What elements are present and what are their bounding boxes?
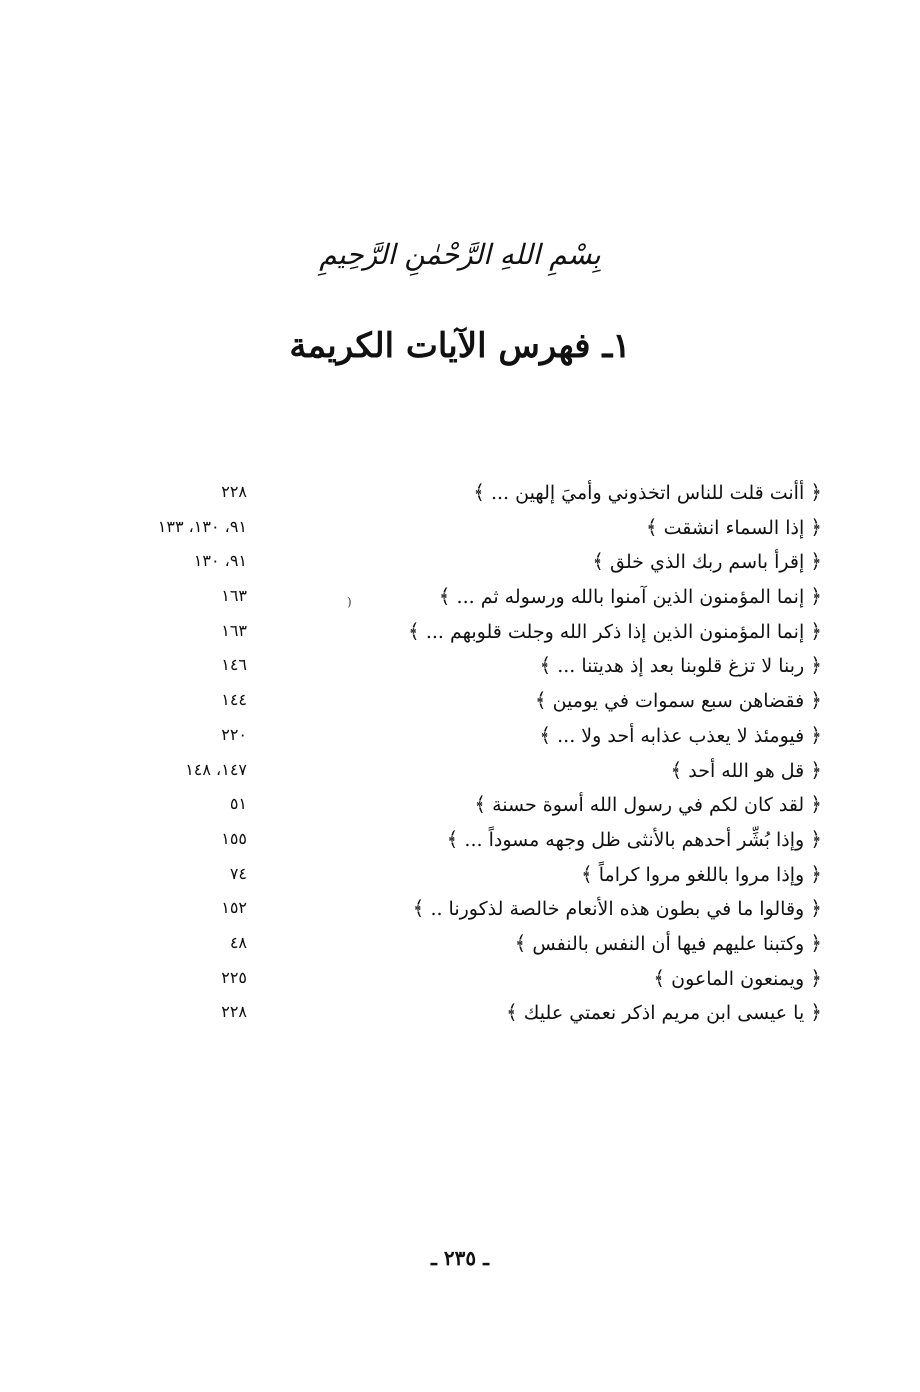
- list-item: [100, 894, 822, 929]
- page-references: ٩١، ١٣٠: [193, 551, 247, 571]
- verse-quote: وقالوا ما في بطون هذه الأنعام خالصة لذكورنا ..: [430, 898, 805, 921]
- verse-quote: إقرأ باسم ربك الذي خلق: [610, 551, 805, 574]
- ornate-bracket-open: ﴿: [810, 480, 822, 504]
- verse-text: [408, 619, 822, 643]
- verse-quote: لقد كان لكم في رسول الله أسوة حسنة: [492, 794, 805, 817]
- verse-text: [413, 896, 822, 920]
- page-references: ١٤٦: [221, 655, 247, 675]
- list-item: [100, 929, 822, 964]
- ornate-bracket-open: ﴿: [810, 792, 822, 817]
- ornate-bracket-close: ﴾: [539, 722, 552, 747]
- page-references: ١٤٧، ١٤٨: [185, 759, 247, 779]
- verse-text: [515, 931, 822, 955]
- verse-quote: وإذا بُشِّر أحدهم بالأنثى ظل وجهه مسوداً ...: [464, 828, 805, 851]
- verse-quote: وإذا مروا باللغو مروا كراماً: [598, 863, 805, 886]
- page-references: ٧٤: [229, 863, 247, 883]
- verse-text: [671, 758, 823, 782]
- ornate-bracket-close: ﴾: [438, 584, 451, 609]
- verse-quote: فيومئذ لا يعذب عذابه أحد ولا ...: [557, 724, 805, 747]
- list-item: [100, 617, 822, 652]
- page-references: ٢٢٨: [221, 1002, 247, 1022]
- page-references: ٩١، ١٣٠، ١٣٣: [157, 516, 247, 536]
- ornate-bracket-open: ﴿: [810, 549, 822, 574]
- verse-quote: يا عيسى ابن مريم اذكر نعمتي عليك: [523, 1002, 805, 1025]
- list-item: [100, 686, 822, 721]
- ornate-bracket-close: ﴾: [474, 792, 487, 817]
- list-item: [100, 478, 822, 513]
- list-item: [100, 547, 822, 582]
- verse-quote: إنما المؤمنون الذين آمنوا بالله ورسوله ثم ...: [456, 586, 805, 609]
- list-item: [100, 582, 822, 617]
- ornate-bracket-open: ﴿: [810, 688, 822, 713]
- verse-index-list: [100, 478, 822, 1033]
- ornate-bracket-close: ﴾: [446, 826, 459, 851]
- page-number: ـ ٢٣٥ ـ: [431, 1246, 489, 1270]
- page-references: ١٦٣: [221, 586, 247, 606]
- verse-quote: إنما المؤمنون الذين إذا ذكر الله وجلت قلوبهم ...: [425, 620, 805, 643]
- ornate-bracket-open: ﴿: [810, 1000, 822, 1025]
- verse-text: [474, 792, 822, 816]
- verse-text: [473, 480, 822, 504]
- verse-text: [439, 584, 822, 608]
- ornate-bracket-open: ﴿: [810, 896, 822, 921]
- verse-text: [653, 966, 822, 990]
- list-item: [100, 964, 822, 999]
- ornate-bracket-close: ﴾: [473, 480, 485, 504]
- verse-quote: فقضاهن سبع سموات في يومين: [552, 690, 805, 713]
- ornate-bracket-open: ﴿: [810, 965, 822, 990]
- list-item: [100, 721, 822, 756]
- ornate-bracket-close: ﴾: [645, 514, 658, 539]
- page-references: ٢٢٨: [221, 482, 247, 501]
- ornate-bracket-close: ﴾: [670, 757, 683, 782]
- list-item: [100, 825, 822, 860]
- ornate-bracket-open: ﴿: [810, 930, 822, 955]
- page-references: ٥١: [229, 794, 247, 814]
- ornate-bracket-close: ﴾: [580, 861, 593, 886]
- ornate-bracket-close: ﴾: [592, 549, 604, 574]
- ornate-bracket-open: ﴿: [810, 861, 822, 886]
- verse-text: [646, 515, 822, 539]
- verse-text: [447, 827, 822, 851]
- list-item: [100, 998, 822, 1033]
- list-item: [100, 790, 822, 825]
- page-references: ٢٢٥: [221, 967, 247, 987]
- ornate-bracket-close: ﴾: [539, 653, 552, 678]
- page-references: ٢٢٠: [221, 724, 247, 744]
- page-references: ١٥٥: [221, 828, 247, 848]
- stray-mark: ): [347, 595, 352, 609]
- basmala: بِسْمِ اللهِ الرَّحْمٰنِ الرَّحِيمِ: [319, 238, 601, 271]
- verse-text: [506, 1000, 822, 1024]
- ornate-bracket-close: ﴾: [653, 965, 666, 990]
- verse-quote: ويمنعون الماعون: [671, 967, 805, 990]
- ornate-bracket-open: ﴿: [810, 514, 822, 539]
- verse-quote: وكتبنا عليهم فيها أن النفس بالنفس: [532, 932, 805, 955]
- ornate-bracket-open: ﴿: [810, 826, 822, 851]
- verse-text: [539, 653, 822, 677]
- page-references: ١٦٣: [221, 620, 247, 640]
- verse-quote: قل هو الله أحد: [688, 759, 805, 782]
- verse-text: [539, 723, 822, 747]
- ornate-bracket-close: ﴾: [408, 618, 420, 643]
- ornate-bracket-close: ﴾: [506, 1000, 518, 1025]
- ornate-bracket-close: ﴾: [412, 896, 425, 921]
- list-item: [100, 651, 822, 686]
- ornate-bracket-close: ﴾: [514, 930, 527, 955]
- list-item: [100, 513, 822, 548]
- ornate-bracket-open: ﴿: [810, 722, 822, 747]
- verse-text: [592, 549, 822, 573]
- page-title: ١ـ فهرس الآيات الكريمة: [289, 326, 631, 366]
- verse-quote: ربنا لا تزغ قلوبنا بعد إذ هديتنا ...: [557, 655, 805, 678]
- page-references: ١٥٢: [221, 898, 247, 918]
- ornate-bracket-open: ﴿: [810, 653, 822, 678]
- verse-text: [535, 688, 822, 712]
- list-item: [100, 756, 822, 791]
- verse-quote: إذا السماء انشقت: [663, 516, 805, 539]
- ornate-bracket-open: ﴿: [810, 584, 822, 609]
- page-references: ١٤٤: [221, 690, 247, 710]
- list-item: [100, 860, 822, 895]
- verse-text: [581, 862, 822, 886]
- page-references: ٤٨: [229, 932, 247, 952]
- ornate-bracket-open: ﴿: [810, 618, 822, 643]
- ornate-bracket-open: ﴿: [810, 757, 822, 782]
- verse-quote: أأنت قلت للناس اتخذوني وأميَ إلهين ...: [490, 482, 805, 504]
- ornate-bracket-close: ﴾: [534, 688, 547, 713]
